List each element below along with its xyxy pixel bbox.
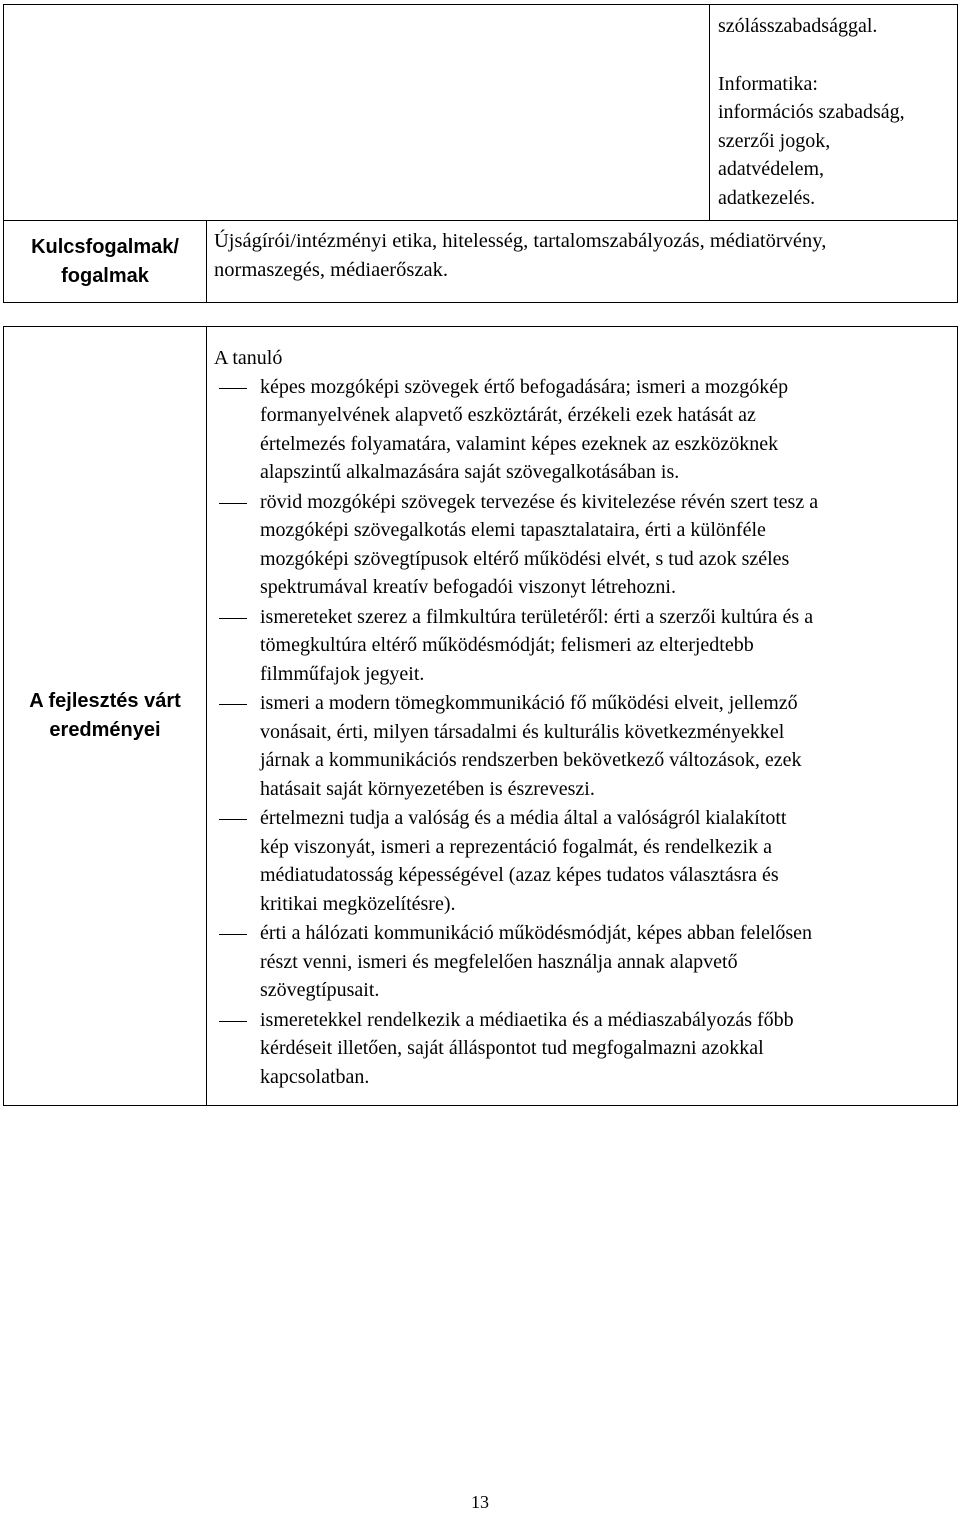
list-item bbox=[214, 689, 951, 803]
list-item-line: szövegtípusait. bbox=[260, 979, 380, 1001]
list-item-line: kép viszonyát, ismeri a reprezentáció fogalmát, és rendelkezik a bbox=[260, 835, 772, 858]
list-item-line: érti a hálózati kommunikáció működésmódját, képes abban felelősen bbox=[260, 922, 813, 944]
list-item-line: spektrumával kreatív befogadói viszonyt létrehozni. bbox=[260, 576, 676, 598]
continuation-cell bbox=[710, 5, 958, 221]
list-item-line: formanyelvének alapvető eszköztárát, érzékeli ezek hatását az bbox=[260, 404, 756, 426]
results-text-cell bbox=[207, 327, 958, 1106]
dash-bullet-icon bbox=[219, 704, 247, 705]
list-item bbox=[214, 804, 951, 918]
list-item-line: értelmezés folyamatára, valamint képes ezeknek az eszközöknek bbox=[260, 432, 779, 455]
keywords-label-cell bbox=[4, 221, 207, 303]
list-item-line: mozgóképi szövegalkotás elemi tapasztalataira, érti a különféle bbox=[260, 519, 766, 541]
results-list bbox=[214, 373, 951, 1092]
list-item bbox=[214, 603, 951, 689]
list-item-line: kritikai megközelítésre). bbox=[260, 892, 456, 915]
list-item bbox=[214, 373, 951, 487]
continuation-empty-cell bbox=[4, 5, 710, 221]
list-item-line: kérdéseit illetően, saját álláspontot tud megfogalmazni azokkal bbox=[260, 1037, 764, 1059]
page-number: 13 bbox=[471, 1492, 489, 1512]
results-intro: A tanuló bbox=[214, 347, 283, 369]
informatika-line: szerzői jogok, bbox=[718, 129, 831, 152]
results-label: eredményei bbox=[49, 719, 161, 741]
keywords-label: fogalmak bbox=[61, 264, 149, 287]
list-item-line: mozgóképi szövegtípusok eltérő működési elvét, s tud azok széles bbox=[260, 547, 790, 570]
curriculum-table-top bbox=[3, 4, 958, 303]
informatika-line: adatkezelés. bbox=[718, 186, 816, 209]
dash-bullet-icon bbox=[219, 388, 247, 389]
keywords-text-line: normaszegés, médiaerőszak. bbox=[214, 258, 448, 281]
keywords-label: Kulcsfogalmak/ bbox=[31, 235, 179, 258]
dash-bullet-icon bbox=[219, 503, 247, 504]
continuation-gap bbox=[718, 41, 949, 70]
list-item-line: ismeretekkel rendelkezik a médiaetika és a médiaszabályozás főbb bbox=[260, 1008, 794, 1031]
continuation-row bbox=[4, 5, 958, 221]
list-item-line: alapszintű alkalmazására saját szövegalkotásában is. bbox=[260, 461, 680, 483]
keywords-text-line: Újságírói/intézményi etika, hitelesség, tartalomszabályozás, médiatörvény, bbox=[214, 230, 827, 252]
list-item-line: vonásait, érti, milyen társadalmi és kulturális következményekkel bbox=[260, 720, 785, 743]
list-item bbox=[214, 1006, 951, 1092]
list-item-line: hatásait saját környezetében is észreveszi. bbox=[260, 777, 595, 800]
list-item-line: rövid mozgóképi szövegek tervezése és kivitelezése révén szert tesz a bbox=[260, 490, 819, 513]
continuation-text: szólásszabadsággal. bbox=[718, 15, 878, 37]
dash-bullet-icon bbox=[219, 618, 247, 619]
list-item-line: ismereteket szerez a filmkultúra területéről: érti a szerzői kultúra és a bbox=[260, 605, 814, 628]
list-item bbox=[214, 488, 951, 602]
informatika-line: információs szabadság, bbox=[718, 101, 905, 123]
informatika-line: Informatika: bbox=[718, 72, 818, 95]
list-item-line: filmműfajok jegyeit. bbox=[260, 662, 425, 685]
list-item-line: részt venni, ismeri és megfelelően használja annak alapvető bbox=[260, 950, 738, 973]
informatika-line: adatvédelem, bbox=[718, 158, 825, 180]
list-item-line: képes mozgóképi szövegek értő befogadására; ismeri a mozgókép bbox=[260, 375, 789, 398]
keywords-text-cell bbox=[207, 221, 958, 303]
results-label: A fejlesztés várt bbox=[29, 690, 181, 712]
results-row bbox=[4, 327, 958, 1106]
list-item-line: médiatudatosság képességével (azaz képes tudatos választásra és bbox=[260, 864, 779, 886]
results-label-cell bbox=[4, 327, 207, 1106]
list-item-line: értelmezni tudja a valóság és a média által a valóságról kialakított bbox=[260, 807, 787, 829]
list-item bbox=[214, 919, 951, 1005]
list-item-line: járnak a kommunikációs rendszerben bekövetkező változások, ezek bbox=[260, 749, 802, 771]
keywords-row bbox=[4, 221, 958, 303]
dash-bullet-icon bbox=[219, 1021, 247, 1022]
dash-bullet-icon bbox=[219, 934, 247, 935]
dash-bullet-icon bbox=[219, 819, 247, 820]
list-item-line: ismeri a modern tömegkommunikáció fő működési elveit, jellemző bbox=[260, 692, 798, 714]
list-item-line: kapcsolatban. bbox=[260, 1065, 370, 1088]
list-item-line: tömegkultúra eltérő működésmódját; felismeri az elterjedtebb bbox=[260, 634, 754, 656]
curriculum-table-results bbox=[3, 326, 958, 1106]
